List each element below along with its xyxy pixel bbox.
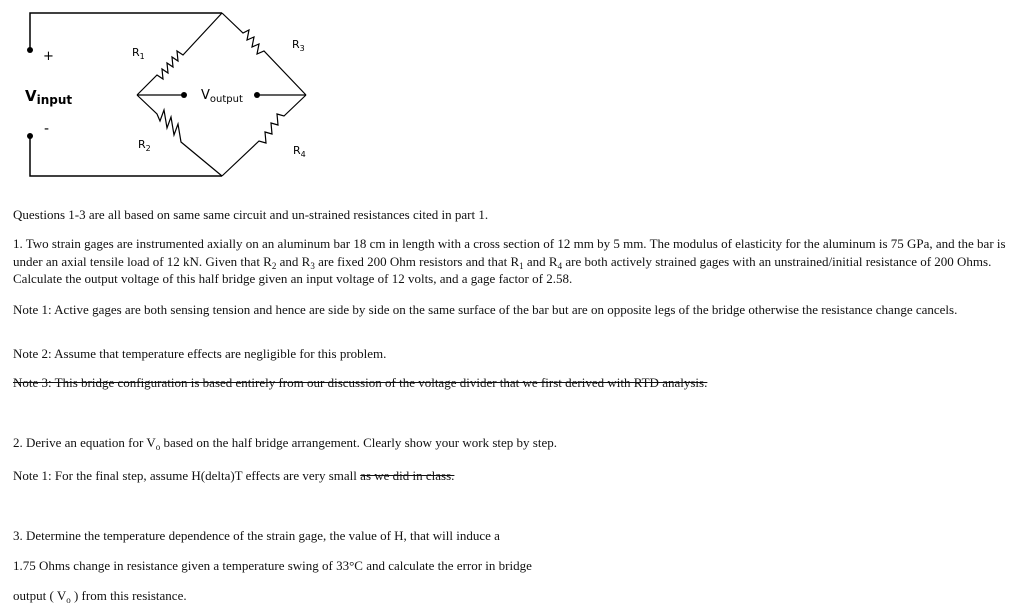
input-minus-terminal xyxy=(27,133,33,139)
q3-sub-o: o xyxy=(66,595,71,605)
question-1 xyxy=(13,235,1016,288)
output-terminal-right xyxy=(254,92,260,98)
r1-label: R1 xyxy=(132,46,145,61)
q3-text-a: output ( V xyxy=(13,588,67,603)
plus-label: + xyxy=(43,49,54,64)
q1-sub-r4: 4 xyxy=(557,260,563,271)
resistor-r1 xyxy=(137,13,222,95)
input-plus-terminal xyxy=(27,47,33,53)
question-2-note xyxy=(13,468,454,484)
vinput-label: Vinput xyxy=(25,87,73,107)
question-2 xyxy=(13,435,557,451)
q2-text-b: based on the half bridge arrangement. Clearly show your work step by step. xyxy=(160,435,557,450)
resistor-r2 xyxy=(137,95,222,176)
r2-label: R2 xyxy=(138,138,151,153)
question-3-line-3 xyxy=(13,588,187,604)
r3-label: R3 xyxy=(292,38,305,53)
q1-sub-r2: 2 xyxy=(271,260,277,271)
resistor-r3 xyxy=(222,13,306,95)
q3-text-b: ) from this resistance. xyxy=(70,588,187,603)
output-terminal-left xyxy=(181,92,187,98)
note-3-struck: Note 3: This bridge configuration is based entirely from our discussion of the voltage divider that we first derived with RTD analysis. xyxy=(13,375,708,390)
r4-label: R4 xyxy=(293,144,306,159)
q1-text-a: 1. Two strain gages are instrumented axially on an aluminum bar 18 cm in length with a cross section of 12 mm by 5 mm. The modulus of elasticity for the aluminum is 75 GPa, and the bar is under an axial tensile load of 12 kN. Given that R xyxy=(13,236,1006,269)
note-2: Note 2: Assume that temperature effects are negligible for this problem. xyxy=(13,346,387,361)
q1-sub-r1: 1 xyxy=(519,260,524,271)
intro-text: Questions 1-3 are all based on same same circuit and un-strained resistances cited in part 1. xyxy=(13,207,489,222)
note-1: Note 1: Active gages are both sensing tension and hence are side by side on the same surface of the bar but are on opposite legs of the bridge otherwise the resistance change cancels. xyxy=(13,302,958,317)
q1-text-c: are fixed 200 Ohm resistors and that R xyxy=(314,253,520,269)
q1-text-d: and R xyxy=(523,253,558,269)
q2-note-text: Note 1: For the final step, assume H(delta)T effects are very small xyxy=(13,468,361,483)
voutput-label: Voutput xyxy=(201,88,243,105)
q1-text-e: are both actively strained gages with an unstrained/initial resistance of 200 Ohms. Calculate the output voltage of this half bridge given an input voltage of 12 volts, and a gage factor of 2.58. xyxy=(13,253,992,286)
q2-sub-o: o xyxy=(155,442,161,452)
q1-sub-r3: 3 xyxy=(310,260,315,271)
q2-note-struck: as we did in class. xyxy=(360,468,455,483)
q2-text-a: 2. Derive an equation for V xyxy=(13,435,156,450)
bridge-circuit-diagram xyxy=(0,0,340,185)
q1-text-b: and R xyxy=(276,253,311,269)
resistor-r4 xyxy=(222,95,306,176)
bottom-wire xyxy=(30,136,222,176)
question-3-line-2: 1.75 Ohms change in resistance given a temperature swing of 33°C and calculate the error in bridge xyxy=(13,558,532,573)
question-3-line-1: 3. Determine the temperature dependence of the strain gage, the value of H, that will induce a xyxy=(13,528,500,543)
minus-label: - xyxy=(44,121,50,137)
